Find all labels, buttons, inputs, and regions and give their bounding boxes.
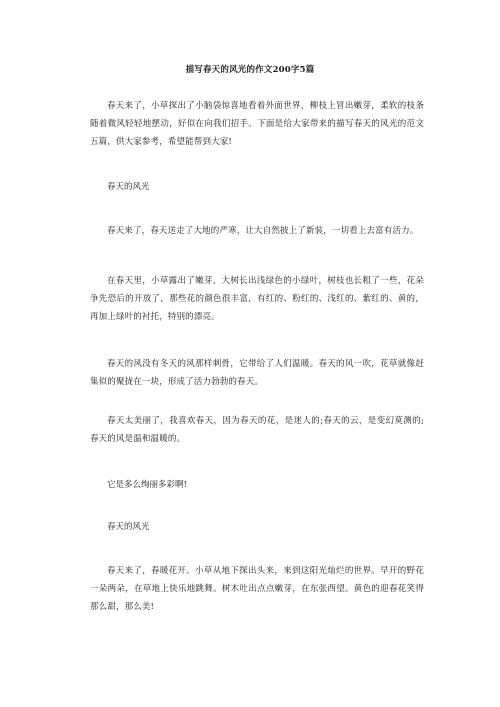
body-paragraph: 春天的风没有冬天的风那样刺骨，它带给了人们温暖。春天的风一吹，花草就像赶集似的聚拢在一块，形成了活力勃勃的春天。: [90, 359, 424, 387]
body-paragraph: 春天太美丽了，我喜欢春天，因为春天的花，是迷人的;春天的云，是变幻莫测的;春天的风是温和温暖的。: [90, 416, 424, 444]
body-paragraph: 春天来了，春暖花开。小草从地下探出头来，来到这阳光灿烂的世界。早开的野花一朵两朵，在草地上快乐地跳舞。树木吐出点点嫩芽，在东张西望。黄色的迎春花笑得那么甜，那么美!: [90, 566, 424, 612]
body-paragraph: 它是多么绚丽多彩啊!: [107, 480, 187, 490]
section-heading-2: 春天的风光: [107, 522, 150, 532]
body-paragraph: 在春天里，小草露出了嫩芽，大树长出浅绿色的小绿叶，树枝也长粗了一些，花朵争先恐后的开放了，那些花的颜色很丰富，有红的、粉红的、浅红的、紫红的、黄的，再加上绿叶的衬托，特别的漂亮。: [90, 276, 424, 322]
page-title: 描写春天的风光的作文200字5篇: [185, 65, 315, 75]
intro-paragraph: 春天来了，小草探出了小脑袋惊喜地看着外面世界，柳枝上冒出嫩芽，柔软的枝条随着微风轻轻地摆动，好似在向我们招手。下面是给大家带来的描写春天的风光的范文五篇，供大家参考，希望能帮到大家!: [90, 101, 424, 147]
body-paragraph: 春天来了，春天送走了大地的严寒，让大自然披上了新装，一切看上去富有活力。: [107, 226, 419, 236]
section-heading-1: 春天的风光: [107, 182, 150, 192]
